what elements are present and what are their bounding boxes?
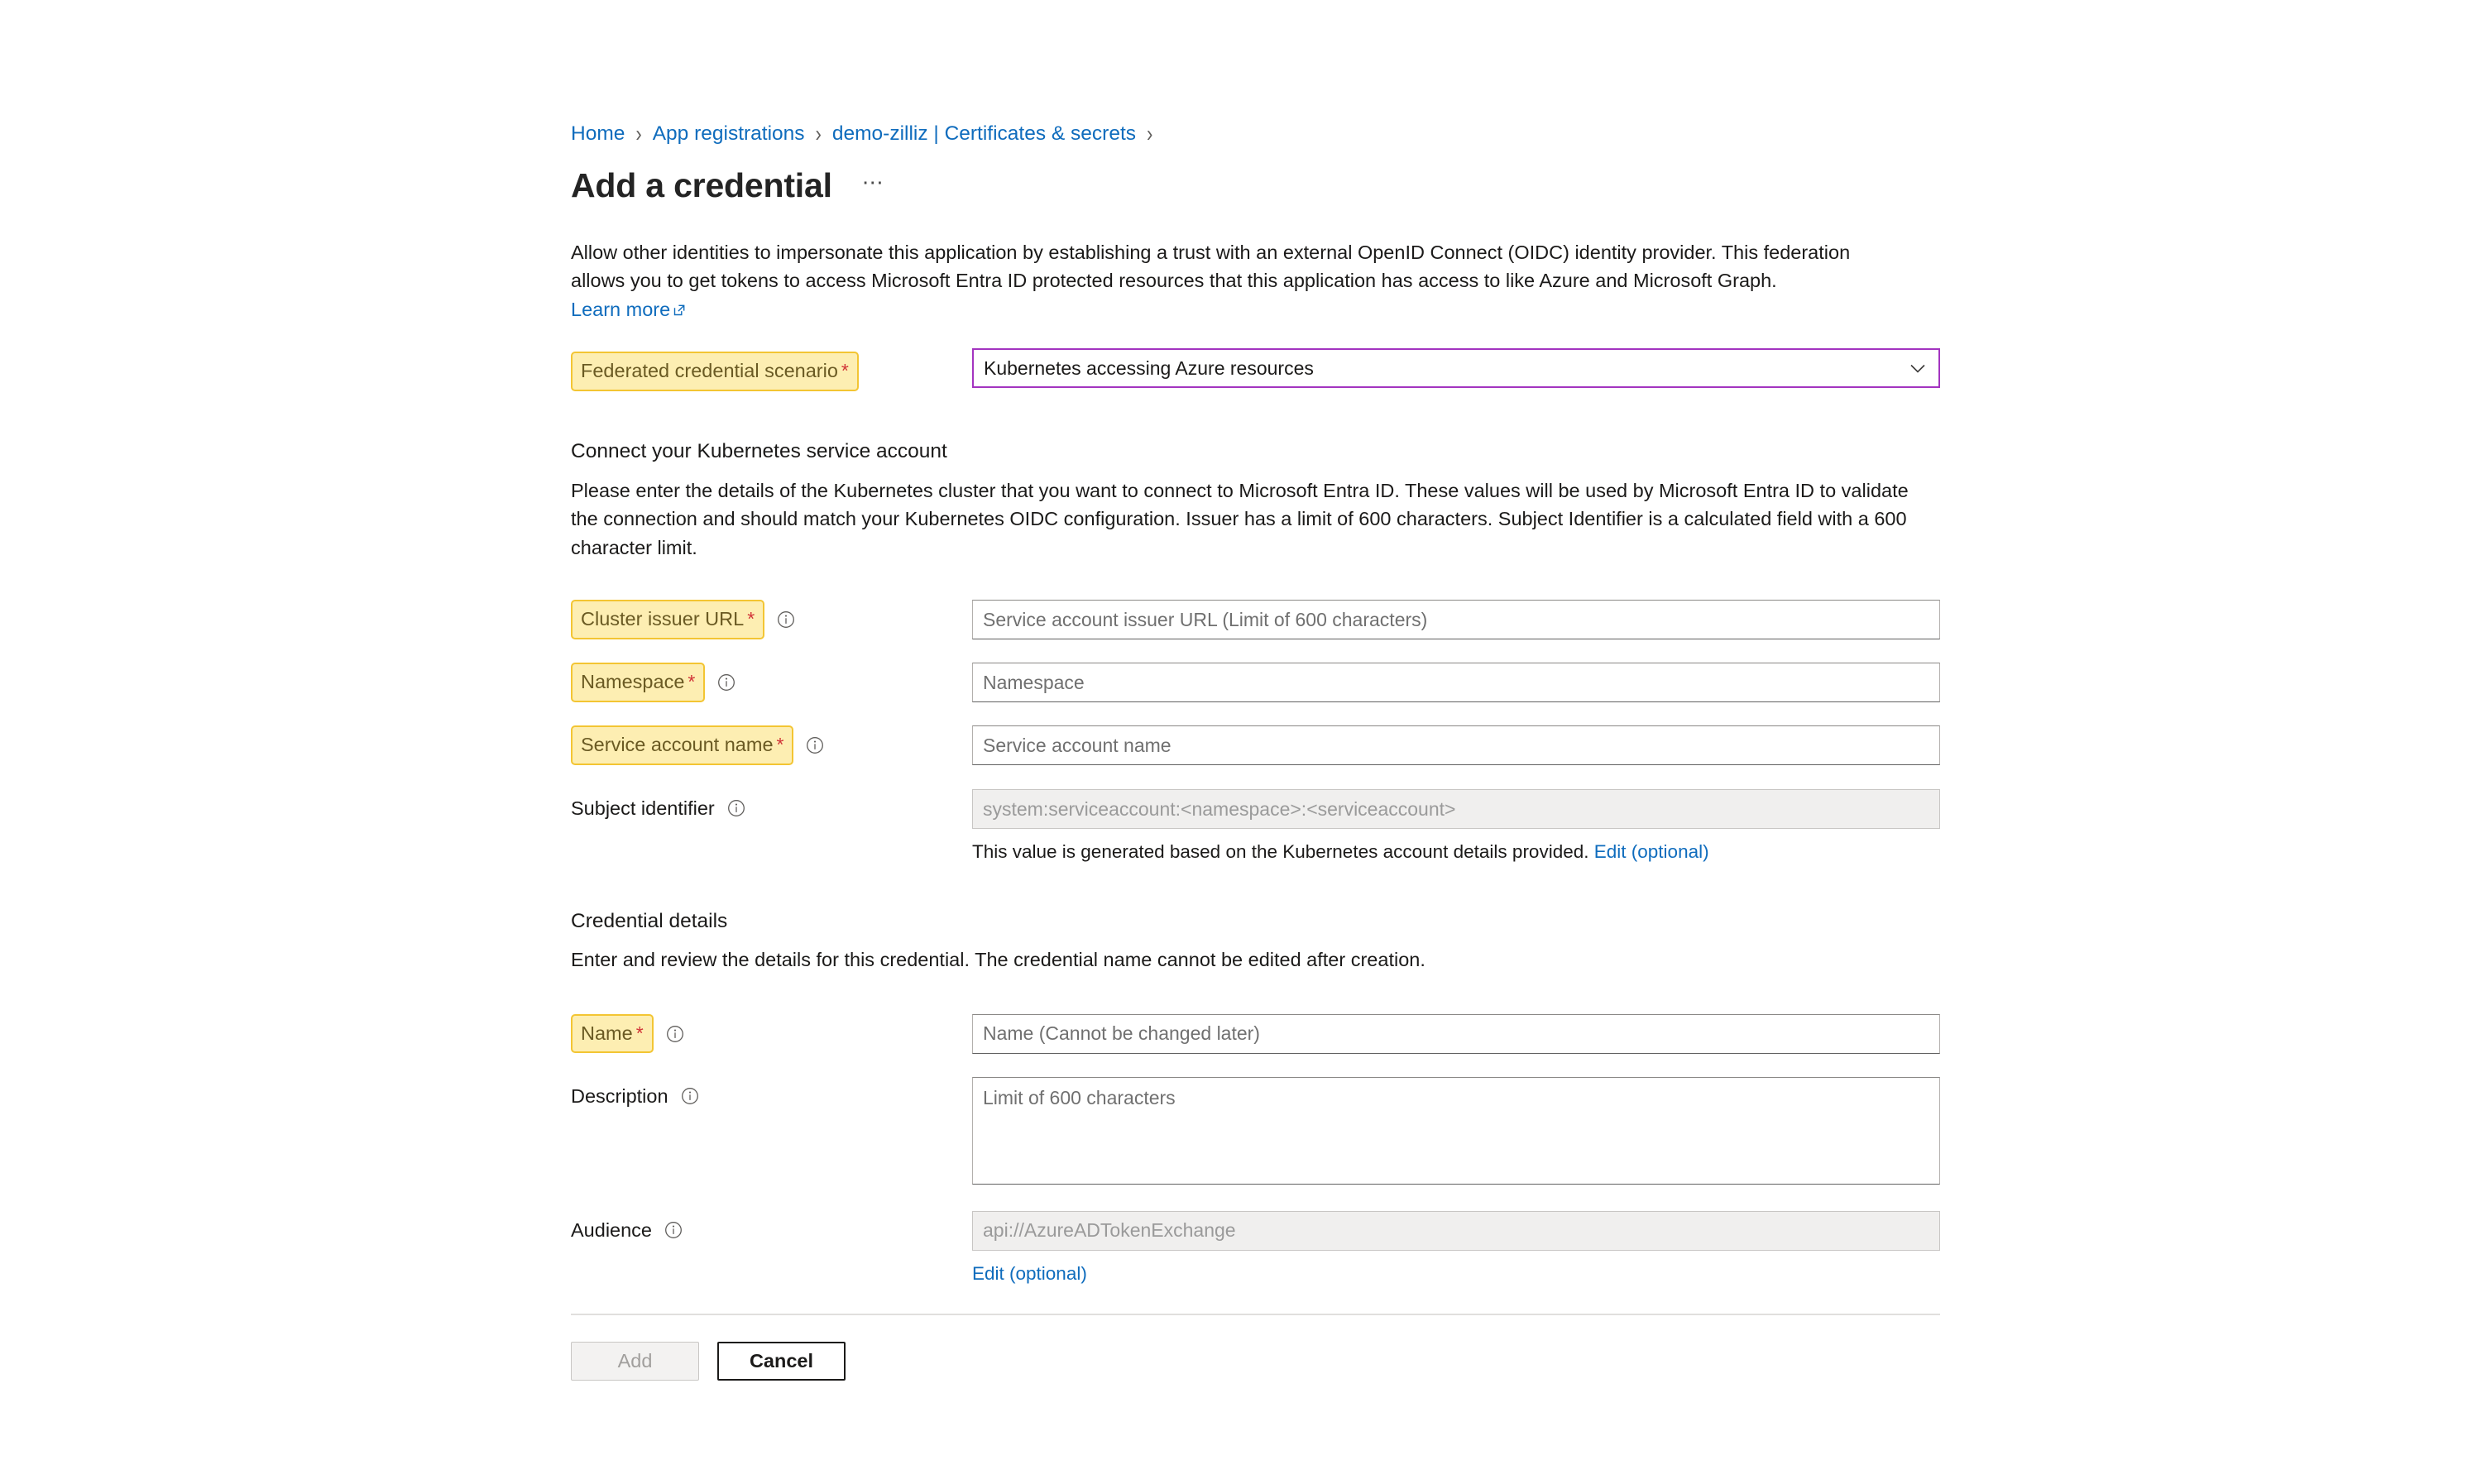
page-header <box>571 166 1944 205</box>
scenario-select[interactable] <box>972 348 1940 388</box>
required-asterisk: * <box>841 360 849 382</box>
service-account-name-label-wrap <box>571 725 972 765</box>
audience-helper <box>972 1261 1944 1285</box>
breadcrumb-item-home[interactable]: Home <box>571 122 625 145</box>
subject-identifier-edit-link[interactable]: Edit (optional) <box>1593 841 1709 863</box>
intro-description <box>571 238 1890 324</box>
audience-label: Audience <box>571 1218 652 1241</box>
audience-label-wrap <box>571 1211 972 1242</box>
page-content <box>571 0 1944 1381</box>
external-link-icon <box>673 296 686 309</box>
cancel-button[interactable]: Cancel <box>717 1342 846 1381</box>
namespace-label-text: Namespace <box>581 671 685 693</box>
info-icon[interactable] <box>663 1219 684 1241</box>
name-input[interactable]: Name (Cannot be changed later) <box>972 1014 1940 1054</box>
name-label-text: Name <box>581 1022 633 1044</box>
required-asterisk: * <box>776 734 784 756</box>
cluster-issuer-url-field-wrap <box>972 600 1944 639</box>
intro-text: Allow other identities to impersonate this application by establishing a trust with an external OpenID Connect (OIDC) identity provider. This federation allows you to get tokens to access Microsoft Entra ID protected resources that this application has access to like Azure and Microsoft Graph. <box>571 241 1851 292</box>
subject-identifier-helper <box>972 840 1944 864</box>
subject-identifier-row <box>571 789 1944 864</box>
breadcrumb <box>571 0 1944 145</box>
service-account-name-label-text: Service account name <box>581 734 774 756</box>
info-icon[interactable] <box>716 672 737 693</box>
scenario-label-wrap <box>571 348 972 391</box>
name-row <box>571 1014 1944 1054</box>
breadcrumb-separator-icon: › <box>1147 121 1153 147</box>
breadcrumb-item-app-registrations[interactable]: App registrations <box>652 122 805 145</box>
add-button[interactable]: Add <box>571 1342 699 1381</box>
credential-details-heading: Credential details <box>571 909 728 932</box>
namespace-input[interactable]: Namespace <box>972 663 1940 702</box>
namespace-field-wrap <box>972 663 1944 702</box>
scenario-field-wrap <box>972 348 1944 388</box>
name-label-wrap <box>571 1014 972 1054</box>
page-title: Add a credential <box>571 165 832 204</box>
info-icon[interactable] <box>679 1085 701 1107</box>
service-account-name-field-wrap <box>972 725 1944 765</box>
chevron-down-icon <box>1907 357 1929 379</box>
required-asterisk: * <box>747 608 755 630</box>
description-label: Description <box>571 1084 668 1107</box>
kubernetes-section-description: Please enter the details of the Kubernetes cluster that you want to connect to Microsoft Entra ID. These values will be used by Microsoft Entra ID to validate the connection and should match your Kubernetes OIDC configuration. Issuer has a limit of 600 characters. Subject Identifier is a calculated field with a 600 character limit. <box>571 479 1909 558</box>
subject-identifier-input: system:serviceaccount:<namespace>:<serviceaccount> <box>972 789 1940 829</box>
cluster-issuer-url-label-text: Cluster issuer URL <box>581 608 745 630</box>
audience-input: api://AzureADTokenExchange <box>972 1211 1940 1251</box>
more-options-icon[interactable]: ⋯ <box>861 169 885 194</box>
audience-field-wrap <box>972 1211 1944 1285</box>
subject-identifier-label: Subject identifier <box>571 797 715 820</box>
scenario-label <box>571 352 859 391</box>
footer-divider <box>571 1314 1940 1315</box>
service-account-name-input[interactable]: Service account name <box>972 725 1940 765</box>
kubernetes-section-heading: Connect your Kubernetes service account <box>571 439 947 462</box>
name-label <box>571 1014 654 1054</box>
namespace-label-wrap <box>571 663 972 702</box>
info-icon[interactable] <box>726 797 747 819</box>
description-textarea[interactable]: Limit of 600 characters <box>972 1077 1940 1185</box>
breadcrumb-item-certificates-secrets[interactable]: demo-zilliz | Certificates & secrets <box>831 122 1137 145</box>
description-label-wrap <box>571 1077 972 1108</box>
info-icon[interactable] <box>804 735 826 756</box>
namespace-row <box>571 663 1944 702</box>
credential-details-description: Enter and review the details for this credential. The credential name cannot be edited after creation. <box>571 949 1425 971</box>
info-icon[interactable] <box>775 609 797 630</box>
name-field-wrap <box>972 1014 1944 1054</box>
breadcrumb-separator-icon: › <box>635 121 642 147</box>
cluster-issuer-url-input[interactable]: Service account issuer URL (Limit of 600 characters) <box>972 600 1940 639</box>
breadcrumb-separator-icon: › <box>815 121 822 147</box>
required-asterisk: * <box>635 1022 644 1044</box>
learn-more-label: Learn more <box>571 298 671 320</box>
learn-more-link[interactable] <box>571 299 686 320</box>
scenario-label-text: Federated credential scenario <box>581 360 838 382</box>
footer-actions <box>571 1342 1944 1381</box>
service-account-name-label <box>571 725 793 765</box>
subject-identifier-field-wrap <box>972 789 1944 864</box>
info-icon[interactable] <box>664 1023 686 1045</box>
subject-identifier-label-wrap <box>571 789 972 820</box>
description-row <box>571 1077 1944 1185</box>
namespace-label <box>571 663 705 702</box>
service-account-name-row <box>571 725 1944 765</box>
cluster-issuer-url-row <box>571 600 1944 639</box>
audience-row <box>571 1211 1944 1285</box>
description-field-wrap <box>972 1077 1944 1185</box>
subject-identifier-helper-text: This value is generated based on the Kubernetes account details provided. <box>972 841 1589 863</box>
cluster-issuer-url-label-wrap <box>571 600 972 639</box>
audience-edit-link[interactable]: Edit (optional) <box>972 1262 1087 1284</box>
scenario-selected-value: Kubernetes accessing Azure resources <box>984 357 1314 379</box>
federated-credential-scenario-row <box>571 348 1944 391</box>
cluster-issuer-url-label <box>571 600 764 639</box>
required-asterisk: * <box>688 671 696 693</box>
